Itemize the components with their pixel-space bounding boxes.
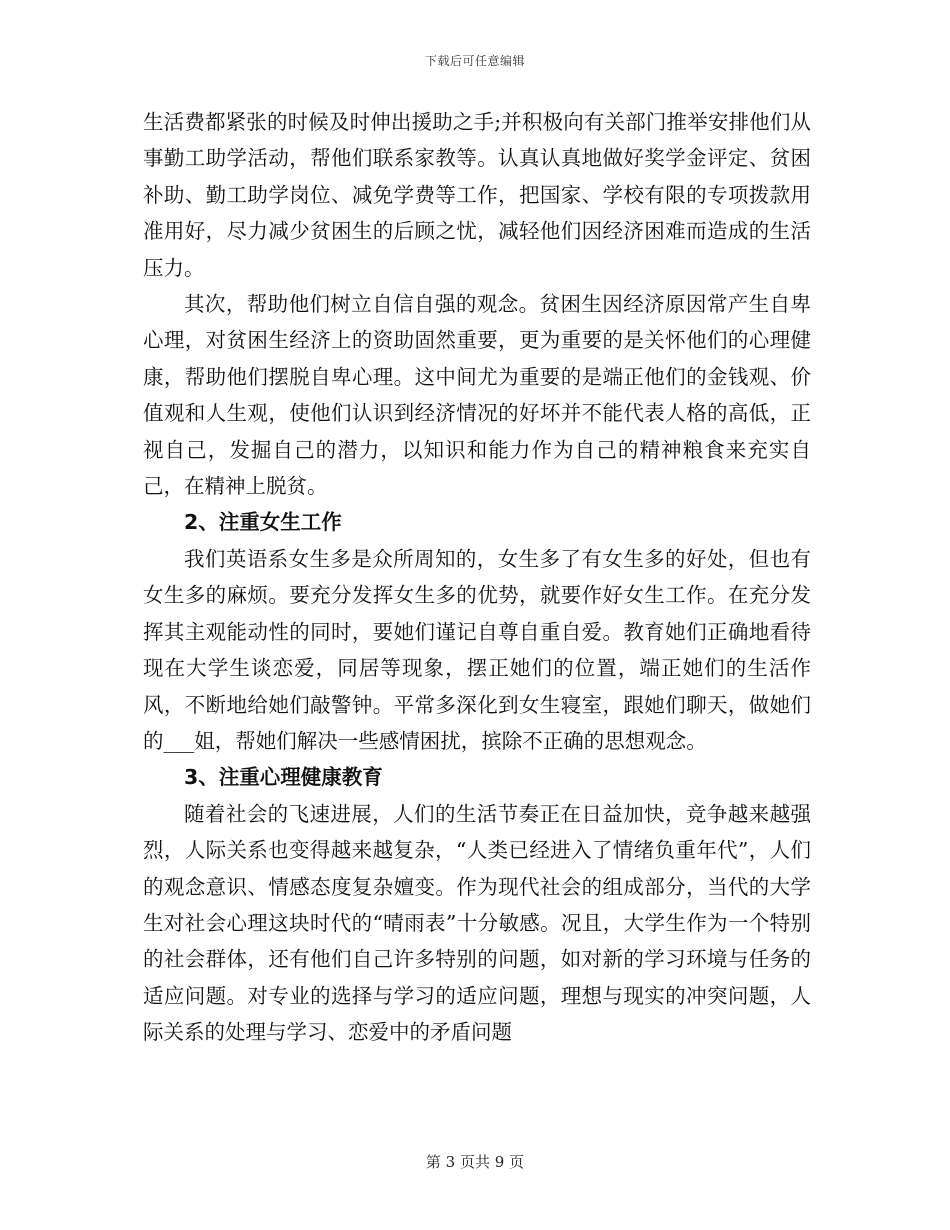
paragraph-mental-health: 随着社会的飞速进展，人们的生活节奏正在日益加快，竞争越来越强烈，人际关系也变得越来越复杂，“人类已经进入了情绪负重年代”，人们的观念意识、情感态度复杂嬗变。作为现代社会的组成部分，当代的大学生对社会心理这块时代的“晴雨表”十分敏感。况且，大学生作为一个特别的社会群体，还有他们自己许多特别的问题，如对新的学习环境与任务的适应问题。对专业的选择与学习的适应问题，理想与现实的冲突问题，人际关系的处理与学习、恋爱中的矛盾问题 [143, 801, 811, 1045]
paragraph-female-students: 我们英语系女生多是众所周知的，女生多了有女生多的好处，但也有女生多的麻烦。要充分发挥女生多的优势，就要作好女生工作。在充分发挥其主观能动性的同时，要她们谨记自尊自重自爱。教育她们正确地看待现在大学生谈恋爱，同居等现象，摆正她们的位置，端正她们的生活作风，不断地给她们敲警钟。平常多深化到女生寝室，跟她们聊天，做她们的___姐，帮她们解决一些感情困扰，摈除不正确的思想观念。 [143, 546, 811, 753]
paragraph-self-confidence: 其次，帮助他们树立自信自强的观念。贫困生因经济原因常产生自卑心理，对贫困生经济上的资助固然重要，更为重要的是关怀他们的心理健康，帮助他们摆脱自卑心理。这中间尤为重要的是端正他们的金钱观、价值观和人生观，使他们认识到经济情况的好坏并不能代表人格的高低，正视自己，发掘自己的潜力，以知识和能力作为自己的精神粮食来充实自己，在精神上脱贫。 [143, 292, 811, 499]
document-body [143, 104, 811, 1051]
page-header: 下载后可任意编辑 [424, 54, 525, 68]
section-heading-female-students: 2、注重女生工作 [184, 510, 342, 535]
section-heading-mental-health: 3、注重心理健康教育 [184, 765, 383, 790]
paragraph-financial-aid: 生活费都紧张的时候及时伸出援助之手;并积极向有关部门推举安排他们从事勤工助学活动，帮他们联系家教等。认真认真地做好奖学金评定、贫困补助、勤工助学岗位、减免学费等工作，把国家、学校有限的专项拨款用准用好，尽力减少贫困生的后顾之忧，减轻他们因经济困难而造成的生活压力。 [143, 110, 811, 280]
page-number: 第 3 页共 9 页 [425, 1153, 525, 1171]
